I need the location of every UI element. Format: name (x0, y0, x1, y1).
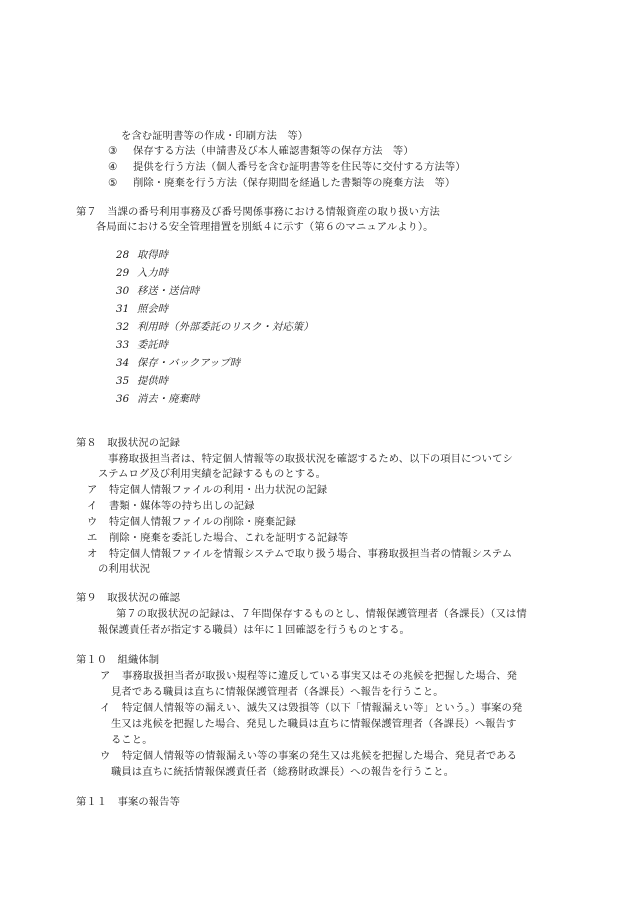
appendix-item-number: 36 (116, 393, 130, 405)
appendix-item-text: 提供時 (137, 375, 169, 387)
appendix-item-number: 34 (116, 357, 130, 369)
section-body: 報保護責任者が指定する職員）は年に１回確認を行うものとする。 (98, 624, 410, 636)
list-item-text: 見者である職員は直ちに情報保護管理者（各課長）へ報告を行うこと。 (111, 686, 444, 698)
list-item-mark: ウ (100, 750, 111, 762)
list-item-text: 保存する方法（申請書及び本人確認書類等の保存方法 等） (133, 145, 414, 157)
list-continuation-line: を含む証明書等の作成・印刷方法 等） (121, 130, 309, 142)
appendix-item-text: 入力時 (137, 267, 169, 279)
list-item-text: 特定個人情報等の情報漏えい等の事案の発生又は兆候を把握した場合、発見者である (122, 750, 518, 762)
list-item-mark: イ (100, 702, 111, 714)
list-item-text: ること。 (111, 734, 153, 746)
appendix-item-number: 35 (116, 375, 130, 387)
list-item-text: 事務取扱担当者が取扱い規程等に違反している事実又はその兆候を把握した場合、発 (122, 670, 518, 682)
list-item-text: 削除・廃棄を委託した場合、これを証明する記録等 (109, 532, 349, 544)
list-item-continuation: の利用状況 (98, 563, 150, 575)
appendix-item-number: 29 (116, 267, 130, 279)
section-body: 第７の取扱状況の記録は、７年間保存するものとし、情報保護管理者（各課長）（又は情 (116, 608, 527, 620)
appendix-item-text: 移送・送信時 (137, 285, 200, 297)
appendix-item-text: 照会時 (137, 303, 169, 315)
list-item-text: 特定個人情報ファイルを情報システムで取り扱う場合、事務取扱担当者の情報システム (109, 548, 513, 560)
section-body: ステムログ及び利用実績を記録するものとする。 (98, 468, 327, 480)
list-item-mark: ア (100, 670, 111, 682)
list-item-number: ③ (108, 145, 118, 157)
list-item-mark: エ (87, 532, 98, 544)
list-item-number: ⑤ (108, 177, 118, 189)
appendix-item-text: 取得時 (137, 249, 169, 261)
appendix-item-text: 消去・廃棄時 (137, 393, 200, 405)
section-heading: 第９ 取扱状況の確認 (76, 592, 180, 604)
appendix-item-text: 委託時 (137, 339, 169, 351)
list-item-text: 特定個人情報等の漏えい、滅失又は毀損等（以下「情報漏えい等」という。）事案の発 (122, 702, 523, 714)
appendix-item-number: 32 (116, 321, 130, 333)
list-item-mark: ア (87, 484, 98, 496)
list-item-text: 特定個人情報ファイルの利用・出力状況の記録 (109, 484, 328, 496)
list-item-text: 提供を行う方法（個人番号を含む証明書等を住民等に交付する方法等） (133, 161, 466, 173)
list-item-text: 職員は直ちに統括情報保護責任者（総務財政課長）への報告を行うこと。 (111, 766, 455, 778)
section-heading: 第７ 当課の番号利用事務及び番号関係事務における情報資産の取り扱い方法 (76, 206, 440, 218)
section-body: 事務取扱担当者は、特定個人情報等の取扱状況を確認するため、以下の項目についてシ (108, 453, 513, 465)
section-heading: 第１１ 事案の報告等 (76, 796, 180, 808)
appendix-item-number: 28 (116, 249, 130, 261)
appendix-item-text: 保存・バックアップ時 (137, 357, 241, 369)
section-heading: 第１０ 組織体制 (76, 654, 160, 666)
section-heading: 第８ 取扱状況の記録 (76, 437, 180, 449)
list-item-text: 書類・媒体等の持ち出しの記録 (109, 500, 255, 512)
section-body: 各局面における安全管理措置を別紙４に示す（第６のマニュアルより）。 (96, 221, 434, 233)
list-item-number: ④ (108, 161, 118, 173)
appendix-item-number: 33 (116, 339, 130, 351)
list-item-text: 削除・廃棄を行う方法（保存期間を経過した書類等の廃棄方法 等） (133, 177, 456, 189)
list-item-mark: ウ (87, 516, 98, 528)
list-item-text: 生又は兆候を把握した場合、発見した職員は直ちに情報保護管理者（各課長）へ報告す (111, 718, 517, 730)
list-item-mark: イ (87, 500, 98, 512)
appendix-item-text: 利用時（外部委託のリスク・対応策） (137, 321, 314, 333)
list-item-text: 特定個人情報ファイルの削除・廃棄記録 (109, 516, 296, 528)
appendix-item-number: 30 (116, 285, 130, 297)
appendix-item-number: 31 (116, 303, 130, 315)
list-item-mark: オ (87, 548, 98, 560)
